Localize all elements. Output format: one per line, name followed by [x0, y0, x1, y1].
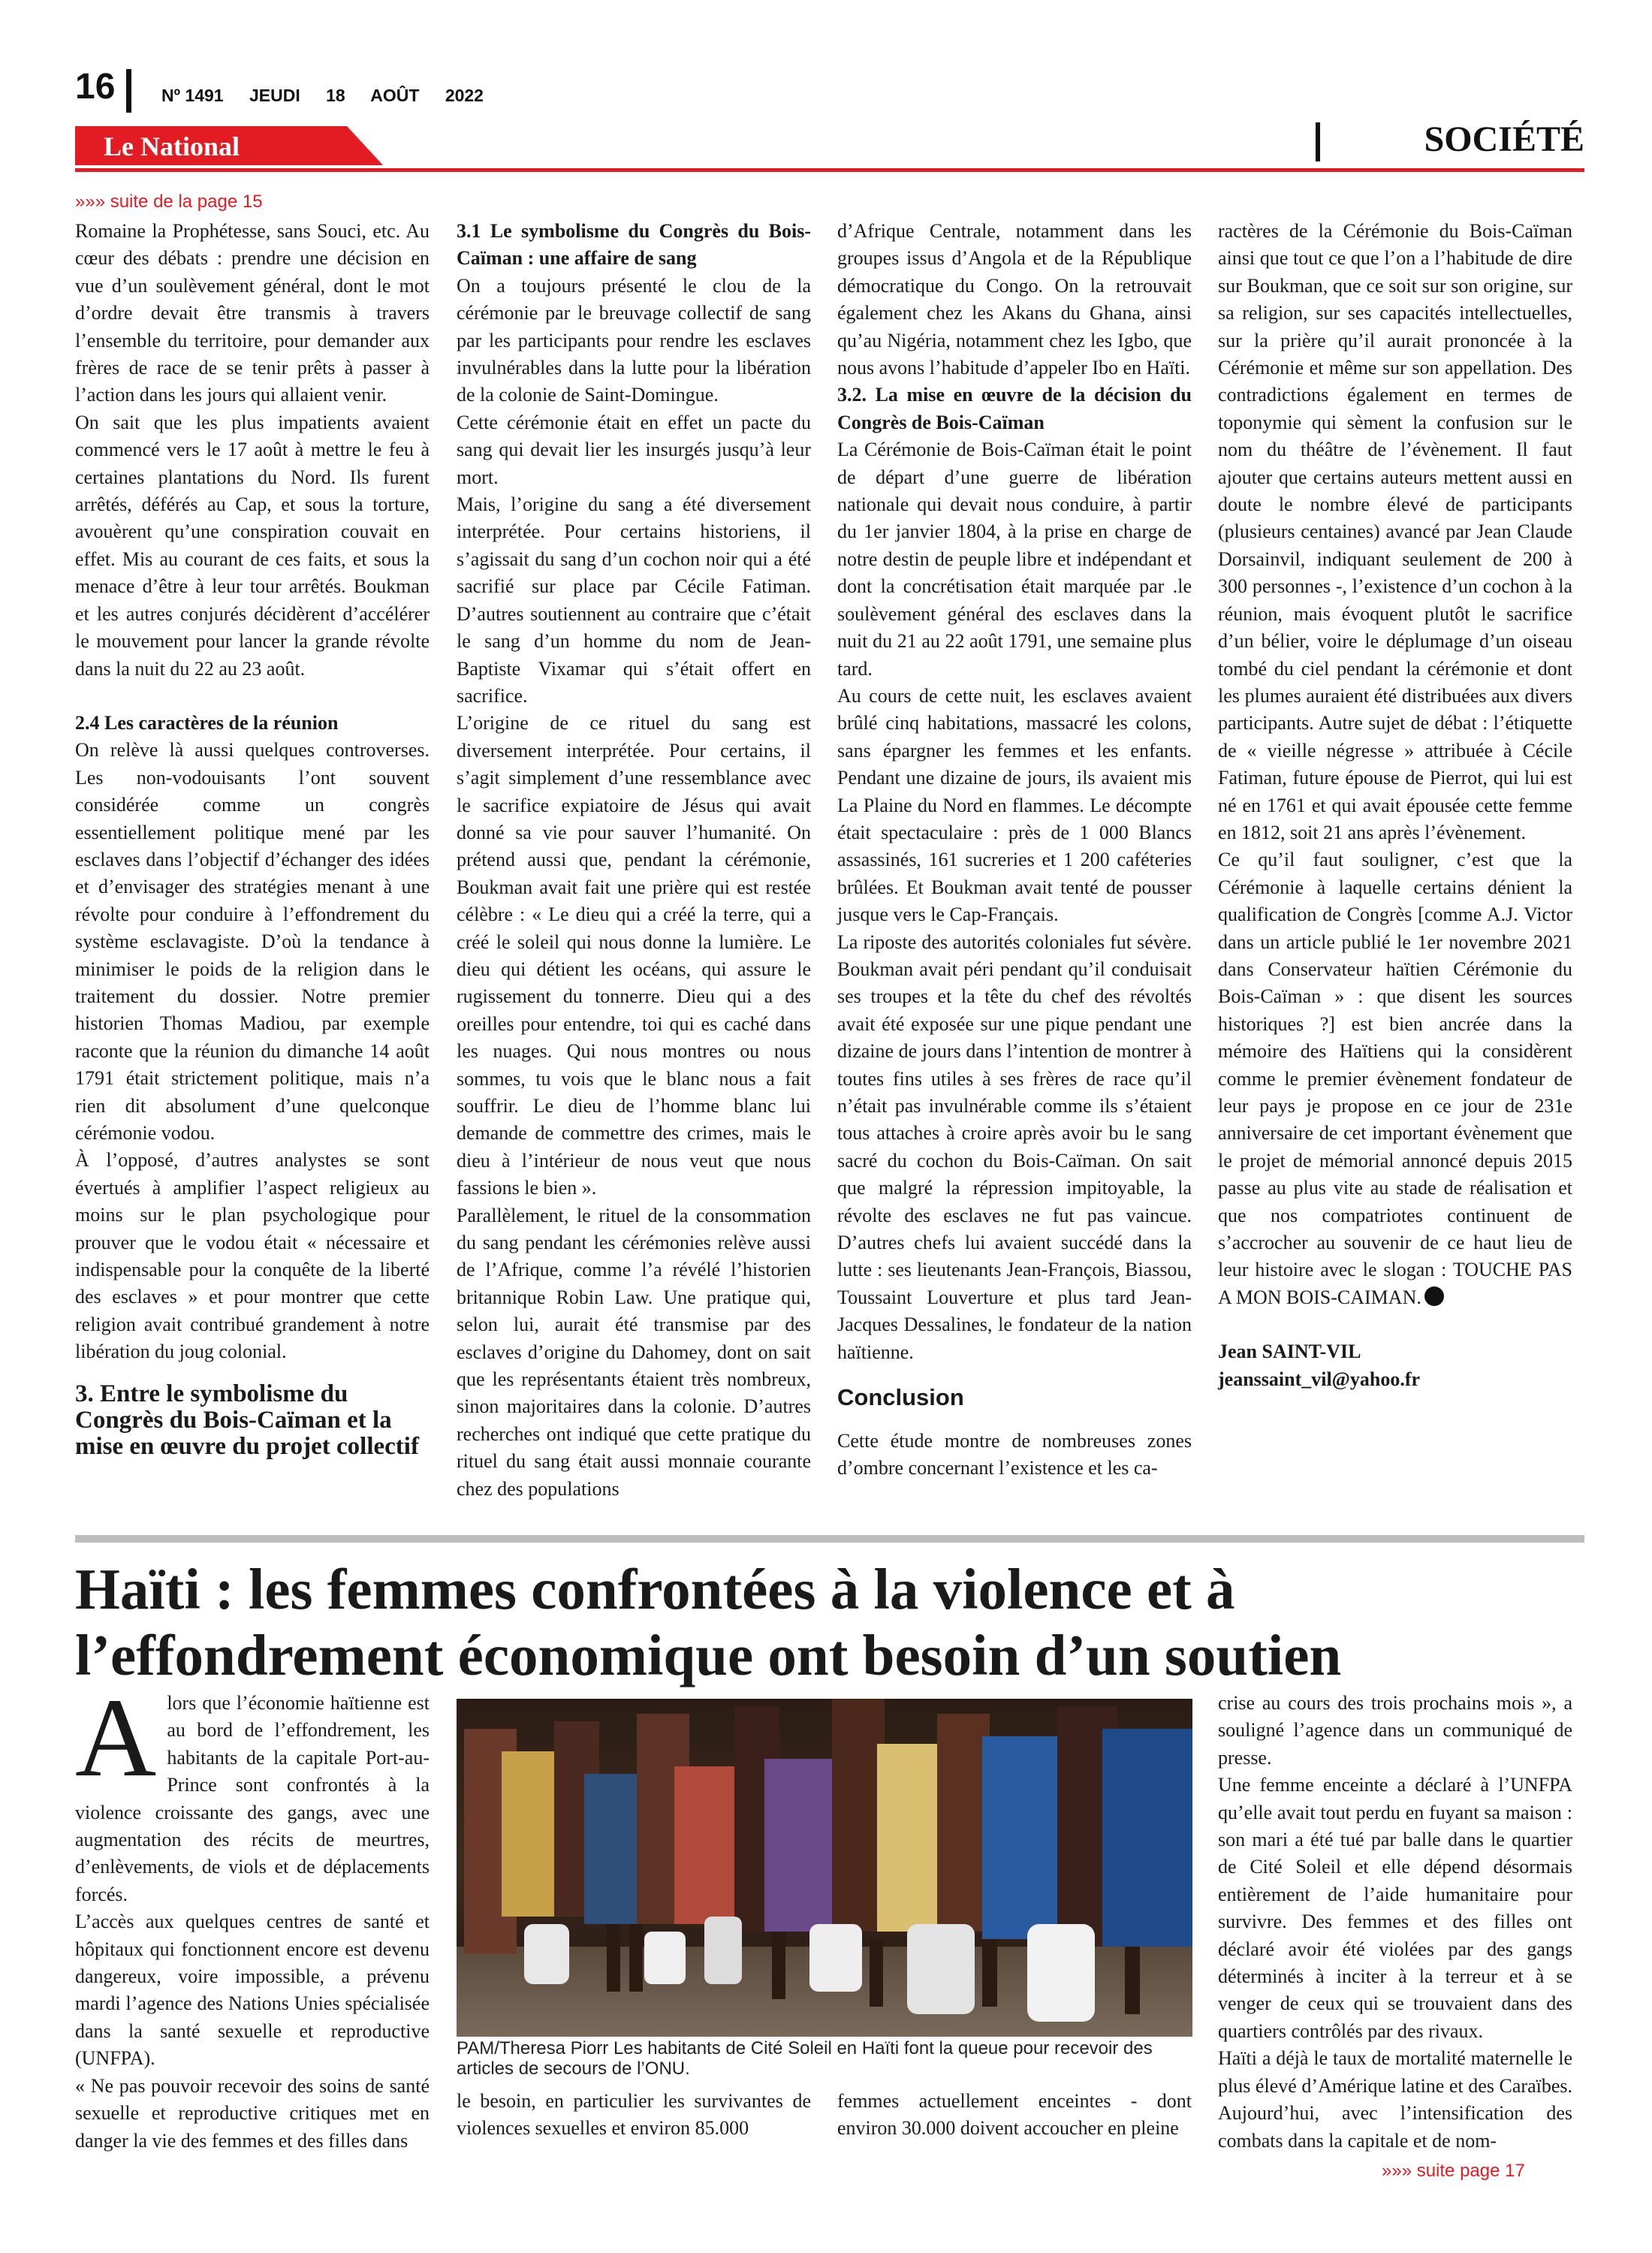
issue-info: [161, 85, 505, 106]
author-name: Jean SAINT-VIL: [1218, 1341, 1361, 1363]
brand-banner: [75, 126, 383, 165]
paragraph: Cette cérémonie était en effet un pacte du sang qui devait lier les insurgés jusqu’à leur mort.: [457, 411, 811, 488]
issue-day: 18: [326, 86, 345, 105]
article2-photo: [457, 1699, 1192, 2037]
paragraph: ractères de la Cérémonie du Bois-Caïman ainsi que tout ce que l’on a l’habitude de dire sur Boukman, que ce soit sur son origine, sur sa religion, sur ses capacités intellectuelles, sur la prière qu’il aurait prononcée à la Cérémonie et même sur son appellation. Des contradictions également en termes de toponymie qui sèment la confusion sur le nom du théâtre de l’évènement. Il faut ajouter que certains auteurs mettent aussi en doute le nombre élevé de participants (plusieurs centaines) avancé par Jean Claude Dorsainvil, indiquant seulement de 200 à 300 personnes -, l’existence d’un cochon à la réunion, mais évoquent plutôt le sacrifice d’un bélier, voire le déplumage d’un oiseau tombé du ciel pendant la cérémonie et dont les plumes auraient été distribuées aux divers participants. Autre sujet de débat : l’étiquette de « vieille négresse » attribuée à Cécile Fatiman, future épouse de Pierrot, qui lui est né en 1761 et qui avait épousée cette femme en 1812, soit 21 ans après l’évènement.: [1218, 220, 1572, 843]
paragraph: Romaine la Prophétesse, sans Souci, etc. Au cœur des débats : prendre une décision en vue d’un soulèvement général, dont le mot d’ordre devait être transmis à travers l’ensemble du territoire, pour demander aux frères de race de se tenir prêts à passer à l’action dans les jours qui allaient venir.: [75, 220, 430, 406]
paragraph: crise au cours des trois prochains mois », a souligné l’agence dans un communiqué de presse.: [1218, 1692, 1572, 1769]
continued-from-link[interactable]: »»» suite de la page 15: [75, 192, 263, 212]
article-divider: [75, 1535, 1584, 1543]
article1-column-4: [1218, 218, 1572, 1393]
paragraph-text: lors que l’économie haïtienne est au bord de l’effondrement, les habitants de la capitale Port-au-Prince sont confrontés à la violence croissante des gangs, avec une augmentation des récits de meurtres, d’enlèvements, de viols et de déplacements forcés.: [75, 1692, 430, 1905]
photo-caption: PAM/Theresa Piorr Les habitants de Cité Soleil en Haïti font la queue pour recevoir des articles de secours de l’ONU.: [457, 2038, 1153, 2079]
paragraph: [75, 1675, 430, 1908]
paragraph: femmes actuellement enceintes - dont environ 30.000 doivent accoucher en pleine: [837, 2090, 1192, 2140]
paragraph: On sait que les plus impatients avaient commencé vers le 17 août à mettre le feu à certaines plantations du Nord. Ils furent arrêtés, déférés au Cap, et sous la torture, avouèrent qu’une conspiration couvait en effet. Mis au courant de ces faits, et sous la menace d’être à leur tour arrêtés. Boukman et les autres conjurés décidèrent d’accélérer le mouvement pour lancer la grande révolte dans la nuit du 22 au 23 août.: [75, 411, 430, 680]
author-email[interactable]: jeanssaint_vil@yahoo.fr: [1218, 1368, 1421, 1390]
paragraph: Au cours de cette nuit, les esclaves avaient brûlé cinq habitations, massacré les colons, sans épargner les femmes et les enfants. Pendant une dizaine de jours, ils avaient mis La Plaine du Nord en flammes. Le décompte était spectaculaire : près de 1 000 Blancs assassinés, 161 sucreries et 1 200 caféteries brûlées. Et Boukman avait tenté de pousser jusque vers le Cap-Français.: [837, 684, 1192, 926]
brand-name: Le National: [104, 131, 240, 161]
conclusion-heading: Conclusion: [837, 1384, 964, 1411]
paragraph: La Cérémonie de Bois-Caïman était le point de départ d’une guerre de libération nationale qui devait nous conduire, à partir du 1er janvier 1804, à la prise en charge de notre destin de peuple libre et indépendant et dont la concrétisation était marquée par .le soulèvement général des esclaves dans la nuit du 21 au 22 août 1791, une semaine plus tard.: [837, 439, 1192, 680]
paragraph: La riposte des autorités coloniales fut sévère. Boukman avait péri pendant qu’il conduisait ses troupes et la tête du chef des révoltés avait été exposée sur une pique pendant une dizaine de jours dans l’intention de montrer à toutes fins utiles à ses frères de race qu’il n’était pas invulnérable comme ils s’étaient tous attaches à croire après avoir bu le sang sacré du cochon du Bois-Caïman. On sait que malgré la répression impitoyable, la révolte des esclaves ne fut pas vaincue. D’autres chefs lui avaient succédé dans la lutte : ses lieutenants Jean-François, Biassou, Toussaint Louverture et plus tard Jean-Jacques Dessalines, le fondateur de la nation haïtienne.: [837, 930, 1192, 1363]
article1-column-2: [457, 218, 811, 1503]
paragraph: Cette étude montre de nombreuses zones d’ombre concernant l’existence et les ca-: [837, 1430, 1192, 1479]
subheading: 3.1 Le symbolisme du Congrès du Bois-Caïman : une affaire de sang: [457, 220, 811, 270]
paragraph: On a toujours présenté le clou de la cérémonie par le breuvage collectif de sang par les participants pour rendre les esclaves invulnérables dans la lutte pour la libération de la colonie de Saint-Domingue.: [457, 274, 811, 406]
article1-column-1: [75, 218, 430, 1460]
article2-headline: [75, 1556, 1592, 1688]
paragraph: On relève là aussi quelques controverses. Les non-vodouisants l’ont souvent considérée comme un congrès essentiellement politique mené par les esclaves dans l’objectif d’échanger des idées et d’envisager des stratégies menant à une révolte pour conduire à l’effondrement du système esclavagiste. D’où la tendance à minimiser le poids de la religion dans le traitement du dossier. Notre premier historien Thomas Madiou, par exemple raconte que la réunion du dimanche 14 août 1791 était strictement politique, mais n’a rien dit absolument d’une quelconque cérémonie vodou.: [75, 739, 430, 1144]
crowd-queue-photo: [457, 1699, 1192, 2037]
issue-weekday: JEUDI: [249, 86, 300, 105]
paragraph: le besoin, en particulier les survivantes de violences sexuelles et environ 85.000: [457, 2090, 811, 2140]
article2-column-1: [75, 1675, 430, 2155]
page-number-divider: [126, 69, 131, 113]
spacer: [1218, 1311, 1572, 1338]
paragraph: À l’opposé, d’autres analystes se sont évertués à amplifier l’aspect religieux au moins sur le plan psychologique pour prouver que le vodou était « nécessaire et indispensable pour la conquête de la liberté des esclaves » et pour montrer que cette religion avait contribué grandement à notre libération du joug colonial.: [75, 1149, 430, 1363]
issue-year: 2022: [445, 86, 484, 105]
paragraph: L’accès aux quelques centres de santé et hôpitaux qui fonctionnent encore est devenu dangereux, voire impossible, a prévenu mardi l’agence des Nations Unies spécialisée dans la santé sexuelle et reproductive (UNFPA).: [75, 1911, 430, 2070]
paragraph: d’Afrique Centrale, notamment dans les groupes issus d’Angola et de la République démocratique du Congo. On la retrouvait également chez les Akans du Ghana, ainsi qu’au Nigéria, notamment chez les Igbo, que nous avons l’habitude d’appeler Ibo en Haïti.: [837, 220, 1192, 379]
subheading: 3.2. La mise en œuvre de la décision du Congrès de Bois-Caïman: [837, 384, 1192, 433]
article2-column-3: [837, 2088, 1192, 2143]
section-divider: [1316, 122, 1320, 161]
issue-number: Nº 1491: [161, 86, 224, 105]
article2-column-2: [457, 2088, 811, 2143]
spacer: [75, 683, 430, 710]
section-heading: 3. Entre le symbolisme du Congrès du Bois-Caïman et la mise en œuvre du projet collectif: [75, 1380, 419, 1460]
paragraph: Mais, l’origine du sang a été diversement interprétée. Pour certains historiens, il s’agissait du sang d’un cochon noir qui a été sacrifié sur place par Cécile Fatiman. D’autres soutiennent au contraire que c’était le sang d’un homme du nom de Jean-Baptiste Vixamar qui s’était offert en sacrifice.: [457, 493, 811, 707]
end-mark-icon: [1424, 1286, 1444, 1306]
subheading: 2.4 Les caractères de la réunion: [75, 711, 339, 734]
paragraph: « Ne pas pouvoir recevoir des soins de santé sexuelle et reproductive critiques met en danger la vie des femmes et des filles dans: [75, 2074, 430, 2152]
article2-column-4: [1218, 1690, 1572, 2155]
section-title: SOCIÉTÉ: [1424, 119, 1584, 159]
paragraph: L’origine de ce rituel du sang est diversement interprétée. Pour certains, il s’agit simplement d’une ressemblance avec le sacrifice expiatoire de Jésus qui avait donné sa vie pour sauver l’humanité. On prétend aussi que, pendant la cérémonie, Boukman avait fait une prière qui est restée célèbre : « Le dieu qui a créé la terre, qui a créé le soleil qui nous donne la lumière. Le dieu qui détient les océans, qui assure le rugissement du tonnerre. Dieu qui a des oreilles pour entendre, toi qui es caché dans les nuages. Qui nous montres ou nous sommes, tu vois que le blanc nous a fait souffrir. Le dieu de l’homme blanc lui demande de commettre des crimes, mais le dieu à l’intérieur de nous veut que nous fassions le bien ».: [457, 712, 811, 1199]
paragraph: Haïti a déjà le taux de mortalité maternelle le plus élevé d’Amérique latine et des Caraïbes. Aujourd’hui, avec l’intensification des combats dans la capitale et de nom-: [1218, 2047, 1572, 2152]
paragraph: Une femme enceinte a déclaré à l’UNFPA qu’elle avait tout perdu en fuyant sa maison : son mari a été tué par balle dans le quartier de Cité Soleil et elle dépend désormais entièrement de l’aide humanitaire pour survivre. Des femmes et des filles ont déclaré avoir été violées par des gangs déterminés à inciter à la terreur et à se venger de ceux qui se trouvaient dans des quartiers contrôlés par des rivaux.: [1218, 1774, 1572, 2042]
paragraph-text: Ce qu’il faut souligner, c’est que la Cérémonie à laquelle certains dénient la qualification de Congrès [comme A.J. Victor dans un article publié le 1er novembre 2021 dans Conservateur haïtien Cérémonie du Bois-Caïman » : que disent les sources historiques ?] est bien ancrée dans la mémoire des Haïtiens qui la considèrent comme le premier évènement fondateur de leur pays je propose en ce jour de 231e anniversaire de cet important évènement que le projet de mémorial annoncé depuis 2015 passe au plus vite au stade de réalisation et que nos compatriotes continuent de s’accrocher au souvenir de ce haut lieu de leur histoire avec le slogan : TOUCHE PAS A MON BOIS-CAIMAN.: [1218, 849, 1572, 1308]
article1-column-3: [837, 218, 1192, 1482]
continued-to-link[interactable]: »»» suite page 17: [1382, 2161, 1525, 2181]
paragraph: [1218, 846, 1572, 1311]
drop-cap: A: [75, 1675, 157, 1800]
header-rule: [75, 168, 1584, 172]
headline-line-1: Haïti : les femmes confrontées à la violence et à: [75, 1557, 1235, 1621]
issue-month: AOÛT: [370, 86, 420, 105]
page-number: 16: [75, 67, 116, 107]
paragraph: Parallèlement, le rituel de la consommation du sang pendant les cérémonies relève aussi de l’Afrique, comme l’a révélé l’historien britannique Robin Law. Une pratique qui, selon lui, aurait été transmise par des esclaves d’origine du Dahomey, dont on sait que les représentants étaient très nombreux, sinon majoritaires dans la colonie. D’autres recherches ont indiqué que cette pratique du rituel du sang était aussi monnaie courante chez des populations: [457, 1204, 811, 1500]
headline-line-2: l’effondrement économique ont besoin d’un soutien: [75, 1623, 1342, 1687]
